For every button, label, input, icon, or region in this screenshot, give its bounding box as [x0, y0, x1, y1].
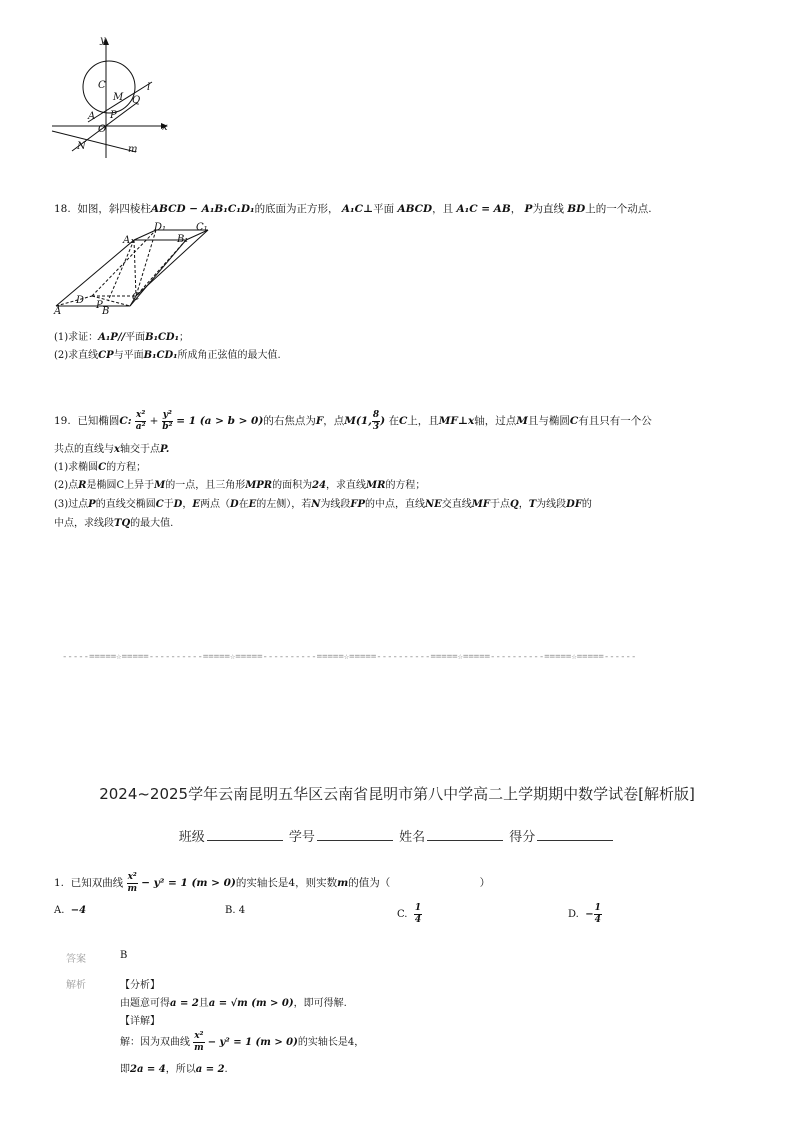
answer-label: 答案	[66, 954, 86, 965]
option-D[interactable]: D. − $\frac{1}{4}$	[568, 903, 601, 925]
fig1-label-x: x	[162, 122, 168, 133]
prism-label-B: B	[102, 306, 110, 317]
prism-label-B1: B₁	[177, 234, 189, 245]
fig1-label-O: O	[98, 124, 107, 135]
prism-label-A1: A₁	[123, 235, 135, 246]
question-19-part1: (1)求椭圆C的方程；	[54, 462, 147, 473]
page-title: 2024~2025学年云南昆明五华区云南省昆明市第八中学高二上学期期中数学试卷[解析版]	[99, 785, 695, 803]
question-19-line1: 19. 已知椭圆C: $\frac{\text{x²}}{\text{a²}}$ + $\frac{\text{y²}}{\text{b²}}$ = 1 (a > b > 0)的右焦点为F，点M(1, $\frac{8}{3}$ ) 在C上，且MF⊥x轴，过点M且与椭圆C有且只有一个公	[54, 409, 652, 432]
fig1-label-C: C	[98, 80, 106, 91]
prism-label-A: A	[54, 306, 62, 317]
detail-step-2: 即2a = 4，所以a = 2.	[120, 1064, 228, 1075]
fig1-label-m: m	[128, 144, 138, 155]
id-blank	[317, 830, 393, 841]
option-B[interactable]: B. 4	[225, 905, 246, 916]
option-C[interactable]: C. $\frac{1}{4}$	[397, 903, 422, 925]
question-19-part2: (2)点R是椭圆C上异于M的一点，且三角形MPR的面积为24，求直线MR的方程；	[54, 480, 426, 491]
page-separator: -----=====☆=====----------=====☆=====----------=====☆=====----------=====☆=====----------=====☆=====------	[62, 652, 637, 662]
detail-step-1: 解：因为双曲线 $\frac{\text{x²}}{m}$ − y² = 1 (m > 0)的实轴长是4，	[120, 1031, 365, 1053]
analysis-label: 解析	[66, 980, 86, 991]
question-number: 1.	[54, 877, 65, 889]
prism-label-D: D	[76, 295, 85, 306]
score-label: 得分	[509, 830, 536, 845]
fig1-label-A: A	[88, 111, 96, 122]
analysis-heading: 【分析】	[120, 980, 160, 991]
fig1-label-y: y	[100, 35, 106, 46]
prism-label-P: P	[96, 300, 103, 311]
detail-heading: 【详解】	[120, 1016, 160, 1027]
analysis-step-1: 由题意可得a = 2且a = √m (m > 0)，即可得解.	[120, 998, 347, 1009]
fig1-label-P: P	[110, 110, 117, 121]
question-19-line2: 共点的直线与x轴交于点P.	[54, 444, 170, 455]
fig1-label-M: M	[113, 92, 124, 103]
class-label: 班级	[178, 830, 205, 845]
question-18-part2: (2)求直线CP与平面B₁CD₁所成角正弦值的最大值.	[54, 350, 281, 361]
fig1-label-l: l	[147, 82, 151, 93]
answer-value: B	[120, 950, 128, 961]
student-info-line	[0, 826, 794, 845]
option-A[interactable]: A. −4	[54, 905, 87, 916]
fig1-label-Q: Q	[132, 95, 141, 106]
question-19-part3: (3)过点P的直线交椭圆C于D，E两点（D在E的左侧），若N为线段FP的中点，直线NE交直线MF于点Q，T为线段DF的	[54, 499, 592, 510]
name-label: 姓名	[399, 830, 426, 845]
question-19-part3-cont: 中点，求线段TQ的最大值.	[54, 518, 174, 529]
question-number: 19.	[54, 415, 71, 427]
question-1-stem: 1. 已知双曲线 $\frac{\text{x²}}{m}$ − y² = 1 (m > 0)的实轴长是4，则实数m的值为（ ）	[54, 871, 491, 894]
prism-label-D1: D₁	[154, 222, 167, 233]
question-number: 18.	[54, 203, 71, 215]
score-blank	[537, 830, 613, 841]
question-18-part1: (1)求证：A₁P//平面B₁CD₁；	[54, 332, 189, 343]
name-blank	[427, 830, 503, 841]
id-label: 学号	[288, 830, 315, 845]
prism-label-C: C	[132, 292, 140, 303]
question-18-stem: 18. 如图，斜四棱柱ABCD − A₁B₁C₁D₁的底面为正方形， A₁C⊥平面 ABCD，且 A₁C = AB， P为直线 BD上的一个动点.	[54, 203, 652, 215]
fig1-label-N: N	[77, 141, 86, 152]
class-blank	[207, 830, 283, 841]
prism-label-C1: C₁	[196, 222, 208, 233]
